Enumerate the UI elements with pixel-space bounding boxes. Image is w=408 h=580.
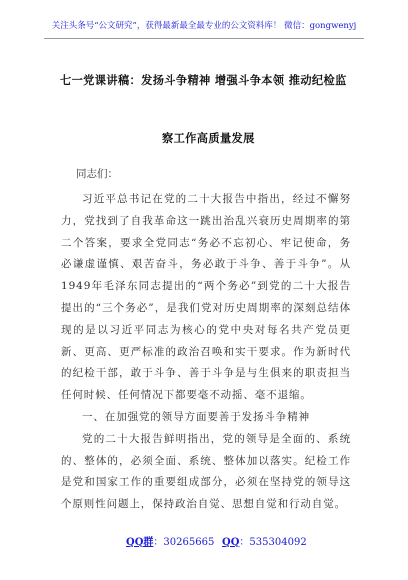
body-paragraph: 习近平总书记在党的二十大报告中指出，经过不懈努力，党找到了自我革命这一跳出治乱兴衰历史周期率的第二个答案，要求全党同志“务必不忘初心、牢记使命，务必谦虚谨慎、艰苦奋斗，务必敢于斗争、善于斗争”。从1949年毛泽东同志提出的“两个务必”到党的二十大报告提出的“三个务必”，是我们党对历史周期率的深刻总结体现的是以习近平同志为核心的党中央对每名共产党员更新、更高、更严标准的政治召唤和实干要求。作为新时代的纪检干部，敢于斗争、善于斗争是与生俱来的职责担当任何时候、任何情况下都要毫不动摇、毫不退缩。 — [61, 193, 351, 402]
qq-number: ：535304092 — [239, 537, 307, 548]
qq-group-number: ：30265665 — [153, 537, 215, 548]
header-banner: 关注头条号“公文研究”，获得最新最全最专业的公文资料库！ 微信：gongwenyj — [51, 21, 357, 31]
document-title-line-2: 察工作高质量发展 — [162, 131, 255, 145]
qq-contact — [222, 533, 307, 548]
header-divider — [44, 38, 364, 39]
qq-group-contact — [126, 533, 214, 548]
qq-label: QQ — [222, 537, 240, 548]
qq-group-label: QQ群 — [126, 537, 154, 548]
body-paragraph: 党的二十大报告鲜明指出，党的领导是全面的、系统的、整体的，必须全面、系统、整体加以落实。纪检工作是党和国家工作的重要组成部分，必须在坚持党的领导这个原则性问题上，保持政治自觉、思想自觉和行动自觉。 — [61, 432, 351, 511]
section-heading: 一、在加强党的领导方面要善于发扬斗争精神 — [82, 410, 310, 423]
document-title-line-1: 七一党课讲稿：发扬斗争精神 增强斗争本领 推动纪检监 — [60, 73, 347, 87]
document-body — [61, 189, 351, 516]
salutation: 同志们： — [76, 168, 118, 180]
